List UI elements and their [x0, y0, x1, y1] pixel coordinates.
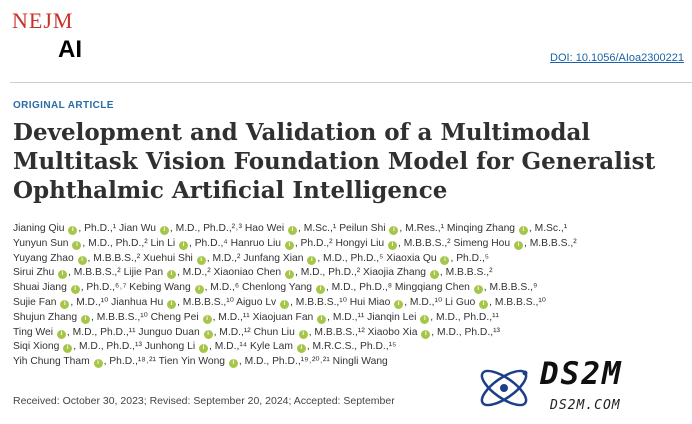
- orcid-icon[interactable]: i: [519, 226, 528, 235]
- orcid-icon[interactable]: i: [57, 330, 66, 339]
- orcid-icon[interactable]: i: [167, 270, 176, 279]
- orcid-icon[interactable]: i: [430, 270, 439, 279]
- watermark-url: DS2M.COM: [550, 398, 621, 413]
- orcid-icon[interactable]: i: [167, 300, 176, 309]
- orcid-icon[interactable]: i: [68, 226, 77, 235]
- atom-icon: [474, 358, 534, 418]
- orcid-icon[interactable]: i: [299, 330, 308, 339]
- author-line[interactable]: Shuai Jiang i , Ph.D.,⁶˒⁷ Kebing Wang i , M.D.,⁶ Chenlong Yang i , M.D., Ph.D.,⁸ Mingqiang Chen i , M.B.B.S.,⁹: [13, 282, 538, 294]
- orcid-icon[interactable]: i: [78, 256, 87, 265]
- author-line[interactable]: Yuyang Zhao i , M.B.B.S.,² Xuehui Shi i , M.D.,² Junfang Xian i , M.D., Ph.D.,⁵ Xiaoxia Qu i , Ph.D.,⁵: [13, 252, 490, 264]
- author-line[interactable]: Siqi Xiong i , M.D., Ph.D.,¹³ Junhong Li i , M.D.,¹⁴ Kyle Lam i , M.R.C.S., Ph.D.,¹⁵: [13, 341, 397, 353]
- author-line[interactable]: Sujie Fan i , M.D.,¹⁰ Jianhua Hu i , M.B.B.S.,¹⁰ Aiguo Lv i , M.B.B.S.,¹⁰ Hui Miao i , M.D.,¹⁰ Li Guo i , M.B.B.S.,¹⁰: [13, 296, 546, 308]
- orcid-icon[interactable]: i: [195, 285, 204, 294]
- orcid-icon[interactable]: i: [394, 300, 403, 309]
- orcid-icon[interactable]: i: [203, 315, 212, 324]
- orcid-icon[interactable]: i: [60, 300, 69, 309]
- orcid-icon[interactable]: i: [179, 241, 188, 250]
- orcid-icon[interactable]: i: [420, 315, 429, 324]
- article-type: ORIGINAL ARTICLE: [13, 100, 114, 111]
- orcid-icon[interactable]: i: [316, 285, 325, 294]
- orcid-icon[interactable]: i: [72, 241, 81, 250]
- watermark: [466, 352, 692, 424]
- orcid-icon[interactable]: i: [297, 344, 306, 353]
- orcid-icon[interactable]: i: [285, 270, 294, 279]
- author-line[interactable]: Yunyun Sun i , M.D., Ph.D.,² Lin Li i , Ph.D.,⁴ Hanruo Liu i , Ph.D.,² Hongyi Liu i , M.B.B.S.,² Simeng Hou i , M.B.B.S.,²: [13, 237, 577, 249]
- orcid-icon[interactable]: i: [421, 330, 430, 339]
- orcid-icon[interactable]: i: [229, 359, 238, 368]
- orcid-icon[interactable]: i: [389, 226, 398, 235]
- nejm-ai-logo[interactable]: [12, 8, 102, 68]
- author-line[interactable]: Shujun Zhang i , M.B.B.S.,¹⁰ Cheng Pei i , M.D.,¹¹ Xiaojuan Fan i , M.D.,¹¹ Jianqin Lei i , M.D., Ph.D.,¹¹: [13, 311, 499, 323]
- orcid-icon[interactable]: i: [58, 270, 67, 279]
- header-divider: [10, 82, 692, 83]
- author-line[interactable]: Sirui Zhu i , M.B.B.S.,² Lijie Pan i , M.D.,² Xiaoniao Chen i , M.D., Ph.D.,² Xiaojia Zhang i , M.B.B.S.,²: [13, 267, 493, 279]
- author-line[interactable]: Jianing Qiu i , Ph.D.,¹ Jian Wu i , M.D., Ph.D.,²˒³ Hao Wei i , M.Sc.,¹ Peilun Shi i , M.Res.,¹ Minqing Zhang i , M.Sc.,¹: [13, 223, 568, 234]
- orcid-icon[interactable]: i: [204, 330, 213, 339]
- orcid-icon[interactable]: i: [288, 226, 297, 235]
- author-line[interactable]: Ting Wei i , M.D., Ph.D.,¹¹ Junguo Duan i , M.D.,¹² Chun Liu i , M.B.B.S.,¹² Xiaobo Xia i , M.D., Ph.D.,¹³: [13, 326, 500, 338]
- orcid-icon[interactable]: i: [63, 344, 72, 353]
- orcid-icon[interactable]: i: [280, 300, 289, 309]
- orcid-icon[interactable]: i: [474, 285, 483, 294]
- author-line[interactable]: Yih Chung Tham i , Ph.D.,¹⁸˒²¹ Tien Yin Wong i , M.D., Ph.D.,¹⁹˒²⁰˒²¹ Ningli Wang: [13, 356, 388, 368]
- watermark-brand: DS2M: [540, 356, 623, 392]
- orcid-icon[interactable]: i: [479, 300, 488, 309]
- orcid-icon[interactable]: i: [307, 256, 316, 265]
- orcid-icon[interactable]: i: [285, 241, 294, 250]
- orcid-icon[interactable]: i: [440, 256, 449, 265]
- author-list: [13, 222, 689, 370]
- journal-header: [0, 0, 692, 86]
- logo-ai-text: AI: [58, 36, 82, 63]
- logo-wordmark: NEJM: [12, 8, 74, 33]
- orcid-icon[interactable]: i: [81, 315, 90, 324]
- orcid-icon[interactable]: i: [71, 285, 80, 294]
- orcid-icon[interactable]: i: [160, 226, 169, 235]
- orcid-icon[interactable]: i: [388, 241, 397, 250]
- received-dates: Received: October 30, 2023; Revised: September 20, 2024; Accepted: September: [13, 395, 395, 407]
- orcid-icon[interactable]: i: [197, 256, 206, 265]
- article-title: Development and Validation of a Multimodal Multitask Vision Foundation Model for Generalist Ophthalmic Artificial Intelligence: [13, 119, 656, 204]
- orcid-icon[interactable]: i: [514, 241, 523, 250]
- orcid-icon[interactable]: i: [94, 359, 103, 368]
- doi-link[interactable]: DOI: 10.1056/AIoa2300221: [550, 52, 684, 64]
- orcid-icon[interactable]: i: [317, 315, 326, 324]
- orcid-icon[interactable]: i: [199, 344, 208, 353]
